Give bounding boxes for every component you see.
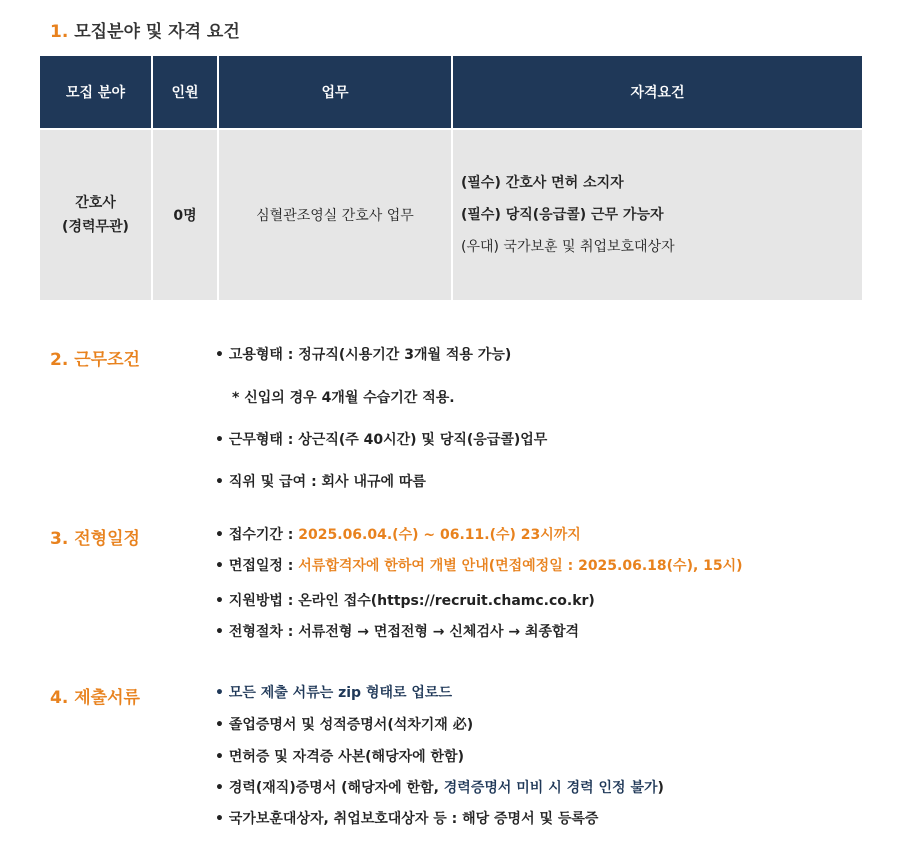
application-period-label: • 접수기간 :	[215, 527, 294, 543]
career-certificate-close: )	[657, 780, 664, 796]
table-row	[40, 129, 862, 300]
cell-duty: 심혈관조영실 간호사 업무	[218, 129, 452, 300]
header-duty: 업무	[218, 56, 452, 129]
graduation-certificate: • 졸업증명서 및 성적증명서(석차기재 必)	[215, 717, 474, 733]
career-certificate-text: • 경력(재직)증명서 (해당자에 한함,	[215, 780, 444, 796]
cell-count: 0명	[152, 129, 218, 300]
probation-note: * 신입의 경우 4개월 수습기간 적용.	[232, 390, 455, 406]
application-period	[215, 524, 581, 544]
section4-number: 4.	[50, 688, 69, 708]
section3-title	[50, 524, 140, 549]
interview-schedule-value: 서류합격자에 한하여 개별 안내(면접예정일 : 2025.06.18(수), 15시)	[298, 558, 743, 574]
interview-schedule	[215, 555, 743, 575]
header-qualifications: 자격요건	[452, 56, 862, 129]
selection-process: • 전형절차 : 서류전형 → 면접전형 → 신체검사 → 최종합격	[215, 624, 580, 640]
qualification-required-1: (필수) 간호사 면허 소지자	[461, 175, 624, 191]
cell-field	[40, 129, 152, 300]
section4-label: 제출서류	[74, 688, 140, 708]
header-count: 인원	[152, 56, 218, 129]
section4-title	[50, 683, 140, 708]
license-copy: • 면허증 및 자격증 사본(해당자에 한함)	[215, 749, 464, 765]
employment-type: • 고용형태 : 정규직(시용기간 3개월 적용 가능)	[215, 347, 512, 363]
career-certificate-warning: 경력증명서 미비 시 경력 인정 불가	[443, 780, 658, 796]
field-line1: 간호사	[75, 195, 116, 211]
section2-label: 근무조건	[74, 350, 140, 370]
section1-label: 모집분야 및 자격 요건	[74, 22, 240, 42]
career-certificate	[215, 777, 664, 797]
work-type: • 근무형태 : 상근직(주 40시간) 및 당직(응급콜)업무	[215, 432, 548, 448]
section3-number: 3.	[50, 529, 69, 549]
qualification-preferred: (우대) 국가보훈 및 취업보호대상자	[461, 239, 675, 255]
table-header-row	[40, 56, 862, 129]
section2-number: 2.	[50, 350, 69, 370]
section1-number: 1.	[50, 22, 69, 42]
section3-label: 전형일정	[74, 529, 140, 549]
application-method: • 지원방법 : 온라인 접수(https://recruit.chamc.co.kr)	[215, 593, 595, 609]
submission-format: • 모든 제출 서류는 zip 형태로 업로드	[215, 685, 452, 701]
veteran-certificate: • 국가보훈대상자, 취업보호대상자 등 : 해당 증명서 및 등록증	[215, 811, 599, 827]
interview-schedule-label: • 면접일정 :	[215, 558, 294, 574]
header-field: 모집 분야	[40, 56, 152, 129]
application-period-value: 2025.06.04.(수) ~ 06.11.(수) 23시까지	[298, 527, 581, 543]
section1-title	[50, 17, 240, 42]
field-line2: (경력무관)	[62, 219, 129, 235]
qualification-required-2: (필수) 당직(응급콜) 근무 가능자	[461, 207, 664, 223]
section2-title	[50, 345, 140, 370]
position-salary: • 직위 및 급여 : 회사 내규에 따름	[215, 474, 426, 490]
requirements-table	[40, 56, 862, 300]
cell-qualifications	[452, 129, 862, 300]
